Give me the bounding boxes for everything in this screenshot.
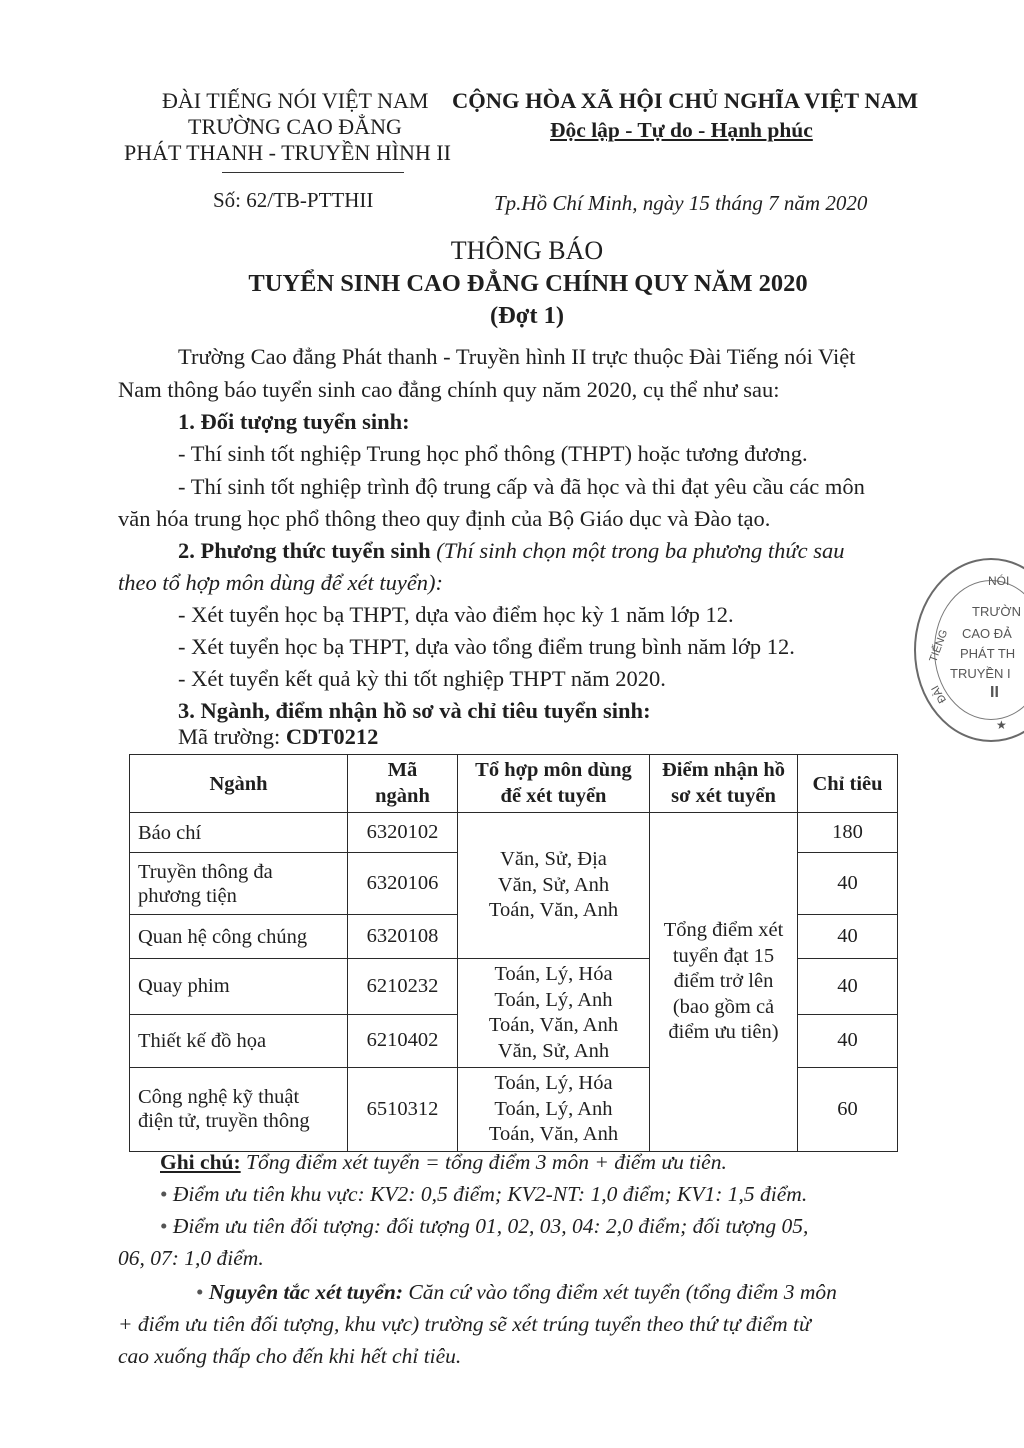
header-code-line2: ngành [375,784,430,807]
header-major: Ngành [130,755,348,813]
quota-cell: 40 [798,1014,898,1067]
header-combo-line1: Tổ hợp môn dùng [475,759,632,781]
note-line1 [160,1150,727,1175]
intro-line1: Trường Cao đẳng Phát thanh - Truyền hình II trực thuộc Đài Tiếng nói Việt [178,344,856,369]
combo-line: Toán, Văn, Anh [488,1123,619,1145]
header-combo-line2: để xét tuyển [500,784,607,807]
quota-cell: 40 [798,959,898,1015]
major-cell [130,1068,348,1152]
header-quota: Chỉ tiêu [798,755,898,813]
note-text1: Tổng điểm xét tuyển = tổng điểm 3 môn + điểm ưu tiên. [240,1150,727,1174]
seal-text: PHÁT TH [960,646,1016,661]
combo-line: Toán, Lý, Hóa [494,1072,613,1094]
section2-heading: 2. Phương thức tuyển sinh [178,538,431,563]
seal-text: II [990,684,999,701]
section3-heading: 3. Ngành, điểm nhận hồ sơ và chỉ tiêu tuyển sinh: [178,698,651,723]
combo-group2 [458,959,650,1068]
school-code-label: Mã trường: [178,724,286,749]
major-line1: Công nghệ kỹ thuật [138,1086,300,1109]
bullet-icon: • [160,1214,168,1238]
major-cell: Quay phim [130,959,348,1015]
school-code-line [178,724,378,750]
school-code-value: CDT0212 [285,724,379,749]
table-header-row [130,755,898,813]
score-criteria [650,813,798,1152]
combo-line: Toán, Văn, Anh [488,899,619,922]
place-date: Tp.Hồ Chí Minh, ngày 15 tháng 7 năm 2020 [494,191,868,215]
code-cell: 6320108 [348,915,458,959]
combo-group3 [458,1068,650,1152]
national-title: CỘNG HÒA XÃ HỘI CHỦ NGHĨA VIỆT NAM [452,88,919,113]
quota-cell: 180 [798,813,898,853]
code-cell: 6210232 [348,959,458,1015]
header-score [650,755,798,813]
note-text2: Điểm ưu tiên khu vực: KV2: 0,5 điểm; KV2-NT: 1,0 điểm; KV1: 1,5 điểm. [172,1182,808,1206]
note-text4c: cao xuống thấp cho đến khi hết chỉ tiêu. [118,1344,462,1368]
score-line: tuyển đạt 15 [672,944,775,967]
major-cell: Quan hệ công chúng [130,915,348,959]
star-icon: ★ [996,718,1007,732]
section2-item3: - Xét tuyển kết quả kỳ thi tốt nghiệp THPT năm 2020. [178,666,666,691]
combo-line: Toán, Lý, Anh [494,988,613,1011]
agency-name: ĐÀI TIẾNG NÓI VIỆT NAM [162,88,429,113]
major-cell [130,853,348,915]
section2-item2: - Xét tuyển học bạ THPT, dựa vào tổng điểm trung bình năm lớp 12. [178,634,795,659]
seal-text: TIẾNG [927,628,951,664]
combo-line: Văn, Sử, Địa [500,848,607,871]
header-code-line1: Mã [387,759,418,781]
score-line: điểm trở lên [673,970,774,992]
school-name-line2: PHÁT THANH - TRUYỀN HÌNH II [124,140,451,165]
principle-label: Nguyên tắc xét tuyển: [208,1280,403,1304]
quota-cell: 60 [798,1068,898,1152]
quota-cell: 40 [798,915,898,959]
combo-line: Toán, Văn, Anh [488,1014,619,1036]
score-line: (bao gồm cả [672,995,775,1018]
combo-line: Văn, Sử, Anh [497,1039,610,1062]
code-cell: 6320106 [348,853,458,915]
note-text3b: 06, 07: 1,0 điểm. [118,1246,264,1270]
admission-table [129,754,898,1152]
header-score-line1: Điểm nhận hồ [661,759,786,781]
header-score-line2: sơ xét tuyển [671,784,776,807]
section1-item2-line2: văn hóa trung học phổ thông theo quy định của Bộ Giáo dục và Đào tạo. [118,506,771,531]
note-line4 [196,1280,837,1305]
combo-line: Toán, Lý, Anh [494,1097,613,1120]
note-line3 [160,1214,808,1239]
seal-text: NÓI [988,574,1010,588]
section2-note-line2: theo tổ hợp môn dùng để xét tuyển): [118,570,444,595]
quota-cell: 40 [798,853,898,915]
document-number: Số: 62/TB-PTTHII [213,188,374,212]
intro-line2: Nam thông báo tuyển sinh cao đẳng chính quy năm 2020, cụ thể như sau: [118,377,780,402]
section2-item1: - Xét tuyển học bạ THPT, dựa vào điểm học kỳ 1 năm lớp 12. [178,602,734,627]
seal-text: TRƯỜN [972,604,1021,619]
major-cell: Thiết kế đồ họa [130,1014,348,1067]
major-line2: phương tiện [138,884,237,907]
section1-item1: - Thí sinh tốt nghiệp Trung học phổ thông (THPT) hoặc tương đương. [178,441,808,466]
combo-line: Toán, Lý, Hóa [494,963,613,985]
section1-item2-line1: - Thí sinh tốt nghiệp trình độ trung cấp và đã học và thi đạt yêu cầu các môn [178,474,865,499]
note-text4b: + điểm ưu tiên đối tượng, khu vực) trường sẽ xét trúng tuyển theo thứ tự điểm từ [118,1312,811,1336]
seal-text: TRUYỀN I [950,666,1011,681]
section2-note-line1: (Thí sinh chọn một trong ba phương thức sau [436,538,845,563]
left-header-rule [222,172,404,173]
notice-subtitle: TUYỂN SINH CAO ĐẲNG CHÍNH QUY NĂM 2020 [248,270,808,297]
header-code [348,755,458,813]
bullet-icon: • [160,1182,168,1206]
section2-heading-line [178,538,845,564]
section1-heading: 1. Đối tượng tuyển sinh: [178,409,410,434]
school-name-line1: TRƯỜNG CAO ĐẲNG [188,114,402,139]
notice-round: (Đợt 1) [489,302,565,329]
major-line1: Truyền thông đa [138,860,273,883]
code-cell: 6320102 [348,813,458,853]
score-line: điểm ưu tiên) [668,1021,779,1043]
national-motto: Độc lập - Tự do - Hạnh phúc [550,118,813,142]
seal-text: CAO ĐẢ [962,626,1012,641]
note-line2 [160,1182,807,1207]
code-cell: 6210402 [348,1014,458,1067]
table-row [130,813,898,853]
combo-line: Văn, Sử, Anh [497,873,610,896]
notice-title: THÔNG BÁO [450,236,604,265]
header-combo [458,755,650,813]
note-label: Ghi chú: [160,1150,241,1174]
official-seal [914,558,1024,742]
score-line: Tổng điểm xét [663,919,784,941]
seal-text: ĐÀI [929,683,949,705]
major-cell: Báo chí [130,813,348,853]
note-text3a: Điểm ưu tiên đối tượng: đối tượng 01, 02, 03, 04: 2,0 điểm; đối tượng 05, [172,1214,809,1238]
bullet-icon: • [196,1280,204,1304]
combo-group1 [458,813,650,959]
major-line2: điện tử, truyền thông [138,1110,310,1133]
code-cell: 6510312 [348,1068,458,1152]
note-text4a: Căn cứ vào tổng điểm xét tuyển (tổng điểm 3 môn [402,1280,837,1304]
